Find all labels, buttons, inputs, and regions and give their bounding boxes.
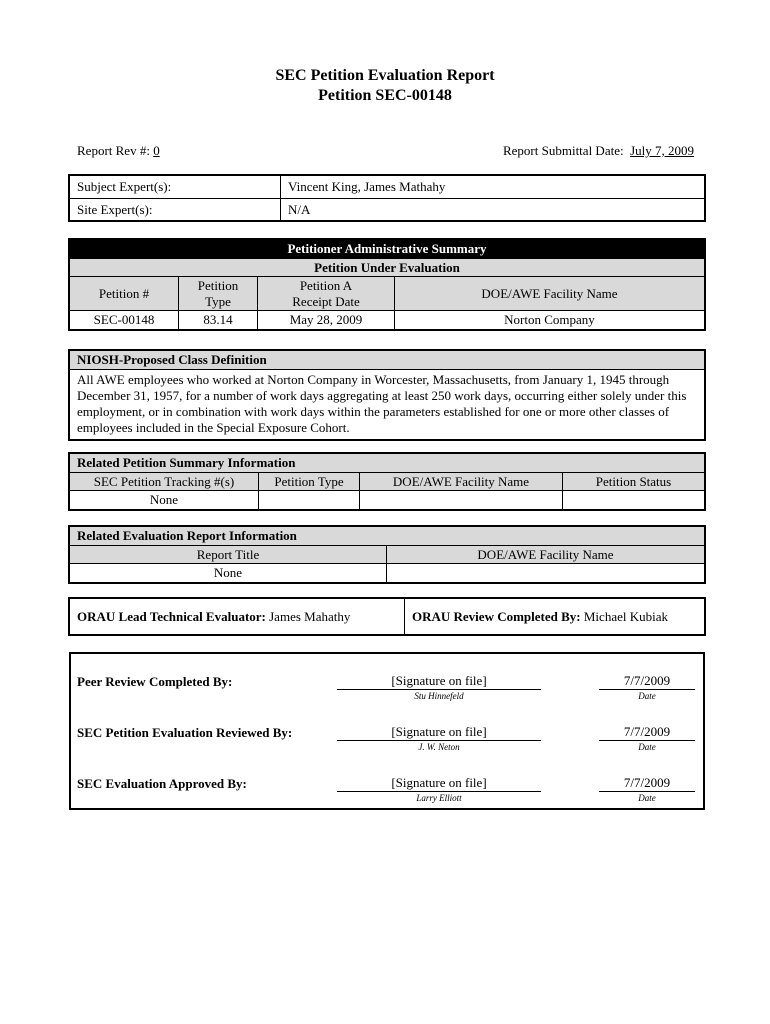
orau-review-cell [405, 599, 705, 635]
row-petition-type: 83.14 [179, 311, 258, 330]
site-expert-label: Site Expert(s): [70, 199, 281, 221]
report-title [0, 66, 770, 106]
peer-review-name: Stu Hinnefeld [414, 691, 464, 701]
col-report-facility: DOE/AWE Facility Name [387, 546, 705, 564]
evaluation-approved-date: 7/7/2009 [599, 775, 695, 792]
report-rev-label: Report Rev #: [77, 143, 150, 158]
peer-review-date-caption: Date [638, 691, 656, 701]
related-report-table [69, 526, 705, 583]
report-submittal-date [503, 143, 694, 159]
signature-box [69, 652, 705, 810]
evaluation-reviewed-signature: [Signature on file] [337, 724, 541, 741]
col-facility-name: DOE/AWE Facility Name [360, 473, 563, 491]
row-facility-name [360, 491, 563, 510]
experts-table [69, 175, 705, 221]
row-petition-num: SEC-00148 [70, 311, 179, 330]
col-facility-name: DOE/AWE Facility Name [395, 277, 705, 311]
related-petition-title: Related Petition Summary Information [70, 454, 705, 473]
admin-summary-table [69, 239, 705, 330]
related-petition-table [69, 453, 705, 510]
evaluation-approved-name: Larry Elliott [416, 793, 462, 803]
peer-review-signature: [Signature on file] [337, 673, 541, 690]
evaluation-reviewed-date-caption: Date [638, 742, 656, 752]
report-title-line1: SEC Petition Evaluation Report [275, 67, 495, 84]
class-definition-text: All AWE employees who worked at Norton Company in Worcester, Massachusetts, from January 1, 1945 through December 31, 1957, for a number of work days aggregating at least 250 work days, occurring either solely under this employment, or in combination with work days within the parameters established for one or more other classes of employees included in the Special Exposure Cohort. [70, 370, 705, 440]
evaluation-reviewed-date: 7/7/2009 [599, 724, 695, 741]
row-tracking: None [70, 491, 259, 510]
evaluation-approved-date-caption: Date [638, 793, 656, 803]
evaluation-approved-signature: [Signature on file] [337, 775, 541, 792]
peer-review-date: 7/7/2009 [599, 673, 695, 690]
col-tracking: SEC Petition Tracking #(s) [70, 473, 259, 491]
col-petition-type [179, 277, 258, 311]
col-receipt-line1: Petition A [299, 277, 353, 293]
admin-summary-title: Petitioner Administrative Summary [70, 240, 705, 259]
class-definition-table [69, 350, 705, 440]
col-petition-type-line1: Petition [197, 277, 239, 293]
col-receipt-date [258, 277, 395, 311]
orau-lead-label: ORAU Lead Technical Evaluator: [77, 608, 266, 624]
evaluation-reviewed-label: SEC Petition Evaluation Reviewed By: [77, 725, 293, 740]
admin-summary-subtitle: Petition Under Evaluation [70, 259, 705, 277]
report-rev-value: 0 [153, 143, 160, 158]
orau-review-label: ORAU Review Completed By: [412, 608, 581, 624]
row-receipt-date: May 28, 2009 [258, 311, 395, 330]
site-expert-value: N/A [281, 199, 705, 221]
orau-lead-cell [70, 599, 405, 635]
row-report-facility [387, 564, 705, 583]
col-petition-type: Petition Type [259, 473, 360, 491]
col-receipt-line2: Receipt Date [292, 293, 360, 309]
submittal-label: Report Submittal Date: [502, 143, 624, 158]
related-report-title: Related Evaluation Report Information [70, 527, 705, 546]
col-report-title: Report Title [70, 546, 387, 564]
subject-expert-label: Subject Expert(s): [70, 176, 281, 199]
row-petition-type [259, 491, 360, 510]
report-title-line2: Petition SEC-00148 [318, 87, 452, 104]
col-petition-status: Petition Status [563, 473, 705, 491]
evaluation-approved-label: SEC Evaluation Approved By: [77, 776, 247, 791]
row-facility-name: Norton Company [395, 311, 705, 330]
row-petition-status [563, 491, 705, 510]
orau-table [69, 598, 705, 635]
report-rev [77, 143, 160, 159]
row-report-title: None [70, 564, 387, 583]
subject-expert-value: Vincent King, James Mathahy [281, 176, 705, 199]
evaluation-reviewed-name: J. W. Neton [418, 742, 460, 752]
orau-review-value: Michael Kubiak [583, 608, 668, 624]
orau-lead-value: James Mahathy [269, 608, 351, 624]
peer-review-label: Peer Review Completed By: [77, 674, 233, 689]
submittal-value: July 7, 2009 [630, 143, 694, 158]
class-definition-title: NIOSH-Proposed Class Definition [70, 351, 705, 370]
col-petition-type-line2: Type [205, 293, 231, 309]
col-petition-num: Petition # [70, 277, 179, 311]
